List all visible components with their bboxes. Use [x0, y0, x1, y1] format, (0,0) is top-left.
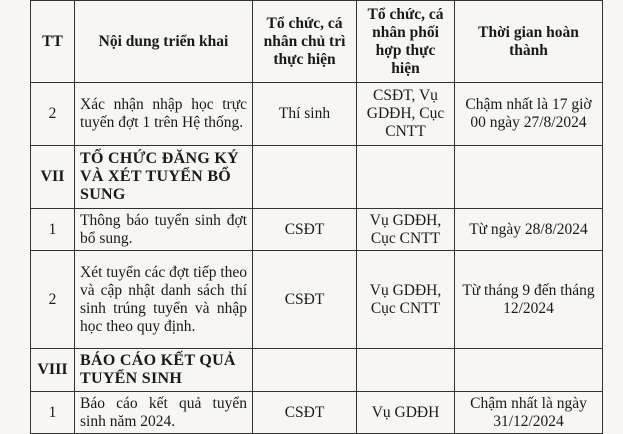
table-row	[31, 251, 603, 349]
table-row	[31, 83, 603, 146]
header-row	[31, 1, 603, 83]
table-row	[31, 209, 603, 251]
header-tt: TT	[31, 1, 75, 83]
cell-tt: 2	[31, 83, 75, 146]
section-title: BÁO CÁO KẾT QUẢ TUYỂN SINH	[75, 349, 253, 392]
cell-deadline	[455, 349, 603, 392]
cell-tt: 1	[31, 392, 75, 434]
cell-content: Xác nhận nhập học trực tuyến đợt 1 trên Hệ thống.	[75, 83, 253, 146]
plan-table	[30, 0, 603, 434]
header-deadline: Thời gian hoàn thành	[455, 1, 603, 83]
section-row	[31, 349, 603, 392]
cell-content: Thông báo tuyển sinh đợt bổ sung.	[75, 209, 253, 251]
header-lead: Tổ chức, cá nhân chủ trì thực hiện	[253, 1, 357, 83]
section-number: VIII	[31, 349, 75, 392]
header-support: Tổ chức, cá nhân phối hợp thực hiện	[357, 1, 455, 83]
cell-support	[357, 349, 455, 392]
cell-support: Vụ GDĐH, Cục CNTT	[357, 209, 455, 251]
table-row	[31, 392, 603, 434]
cell-lead: Thí sinh	[253, 83, 357, 146]
cell-content: Báo cáo kết quả tuyển sinh năm 2024.	[75, 392, 253, 434]
cell-deadline: Chậm nhất là 17 giờ 00 ngày 27/8/2024	[455, 83, 603, 146]
cell-lead	[253, 349, 357, 392]
cell-lead: CSĐT	[253, 392, 357, 434]
cell-support	[357, 146, 455, 209]
cell-lead	[253, 146, 357, 209]
cell-content: Xét tuyển các đợt tiếp theo và cập nhật danh sách thí sinh trúng tuyển và nhập học theo quy định.	[75, 251, 253, 349]
cell-tt: 2	[31, 251, 75, 349]
section-title: TỔ CHỨC ĐĂNG KÝ VÀ XÉT TUYỂN BỔ SUNG	[75, 146, 253, 209]
cell-support: Vụ GDĐH	[357, 392, 455, 434]
cell-lead: CSĐT	[253, 209, 357, 251]
cell-deadline: Chậm nhất là ngày 31/12/2024	[455, 392, 603, 434]
cell-support: Vụ GDĐH, Cục CNTT	[357, 251, 455, 349]
cell-deadline	[455, 146, 603, 209]
cell-support: CSĐT, Vụ GDĐH, Cục CNTT	[357, 83, 455, 146]
section-number: VII	[31, 146, 75, 209]
cell-tt: 1	[31, 209, 75, 251]
header-content: Nội dung triển khai	[75, 1, 253, 83]
cell-deadline: Từ tháng 9 đến tháng 12/2024	[455, 251, 603, 349]
cell-deadline: Từ ngày 28/8/2024	[455, 209, 603, 251]
section-row	[31, 146, 603, 209]
cell-lead: CSĐT	[253, 251, 357, 349]
